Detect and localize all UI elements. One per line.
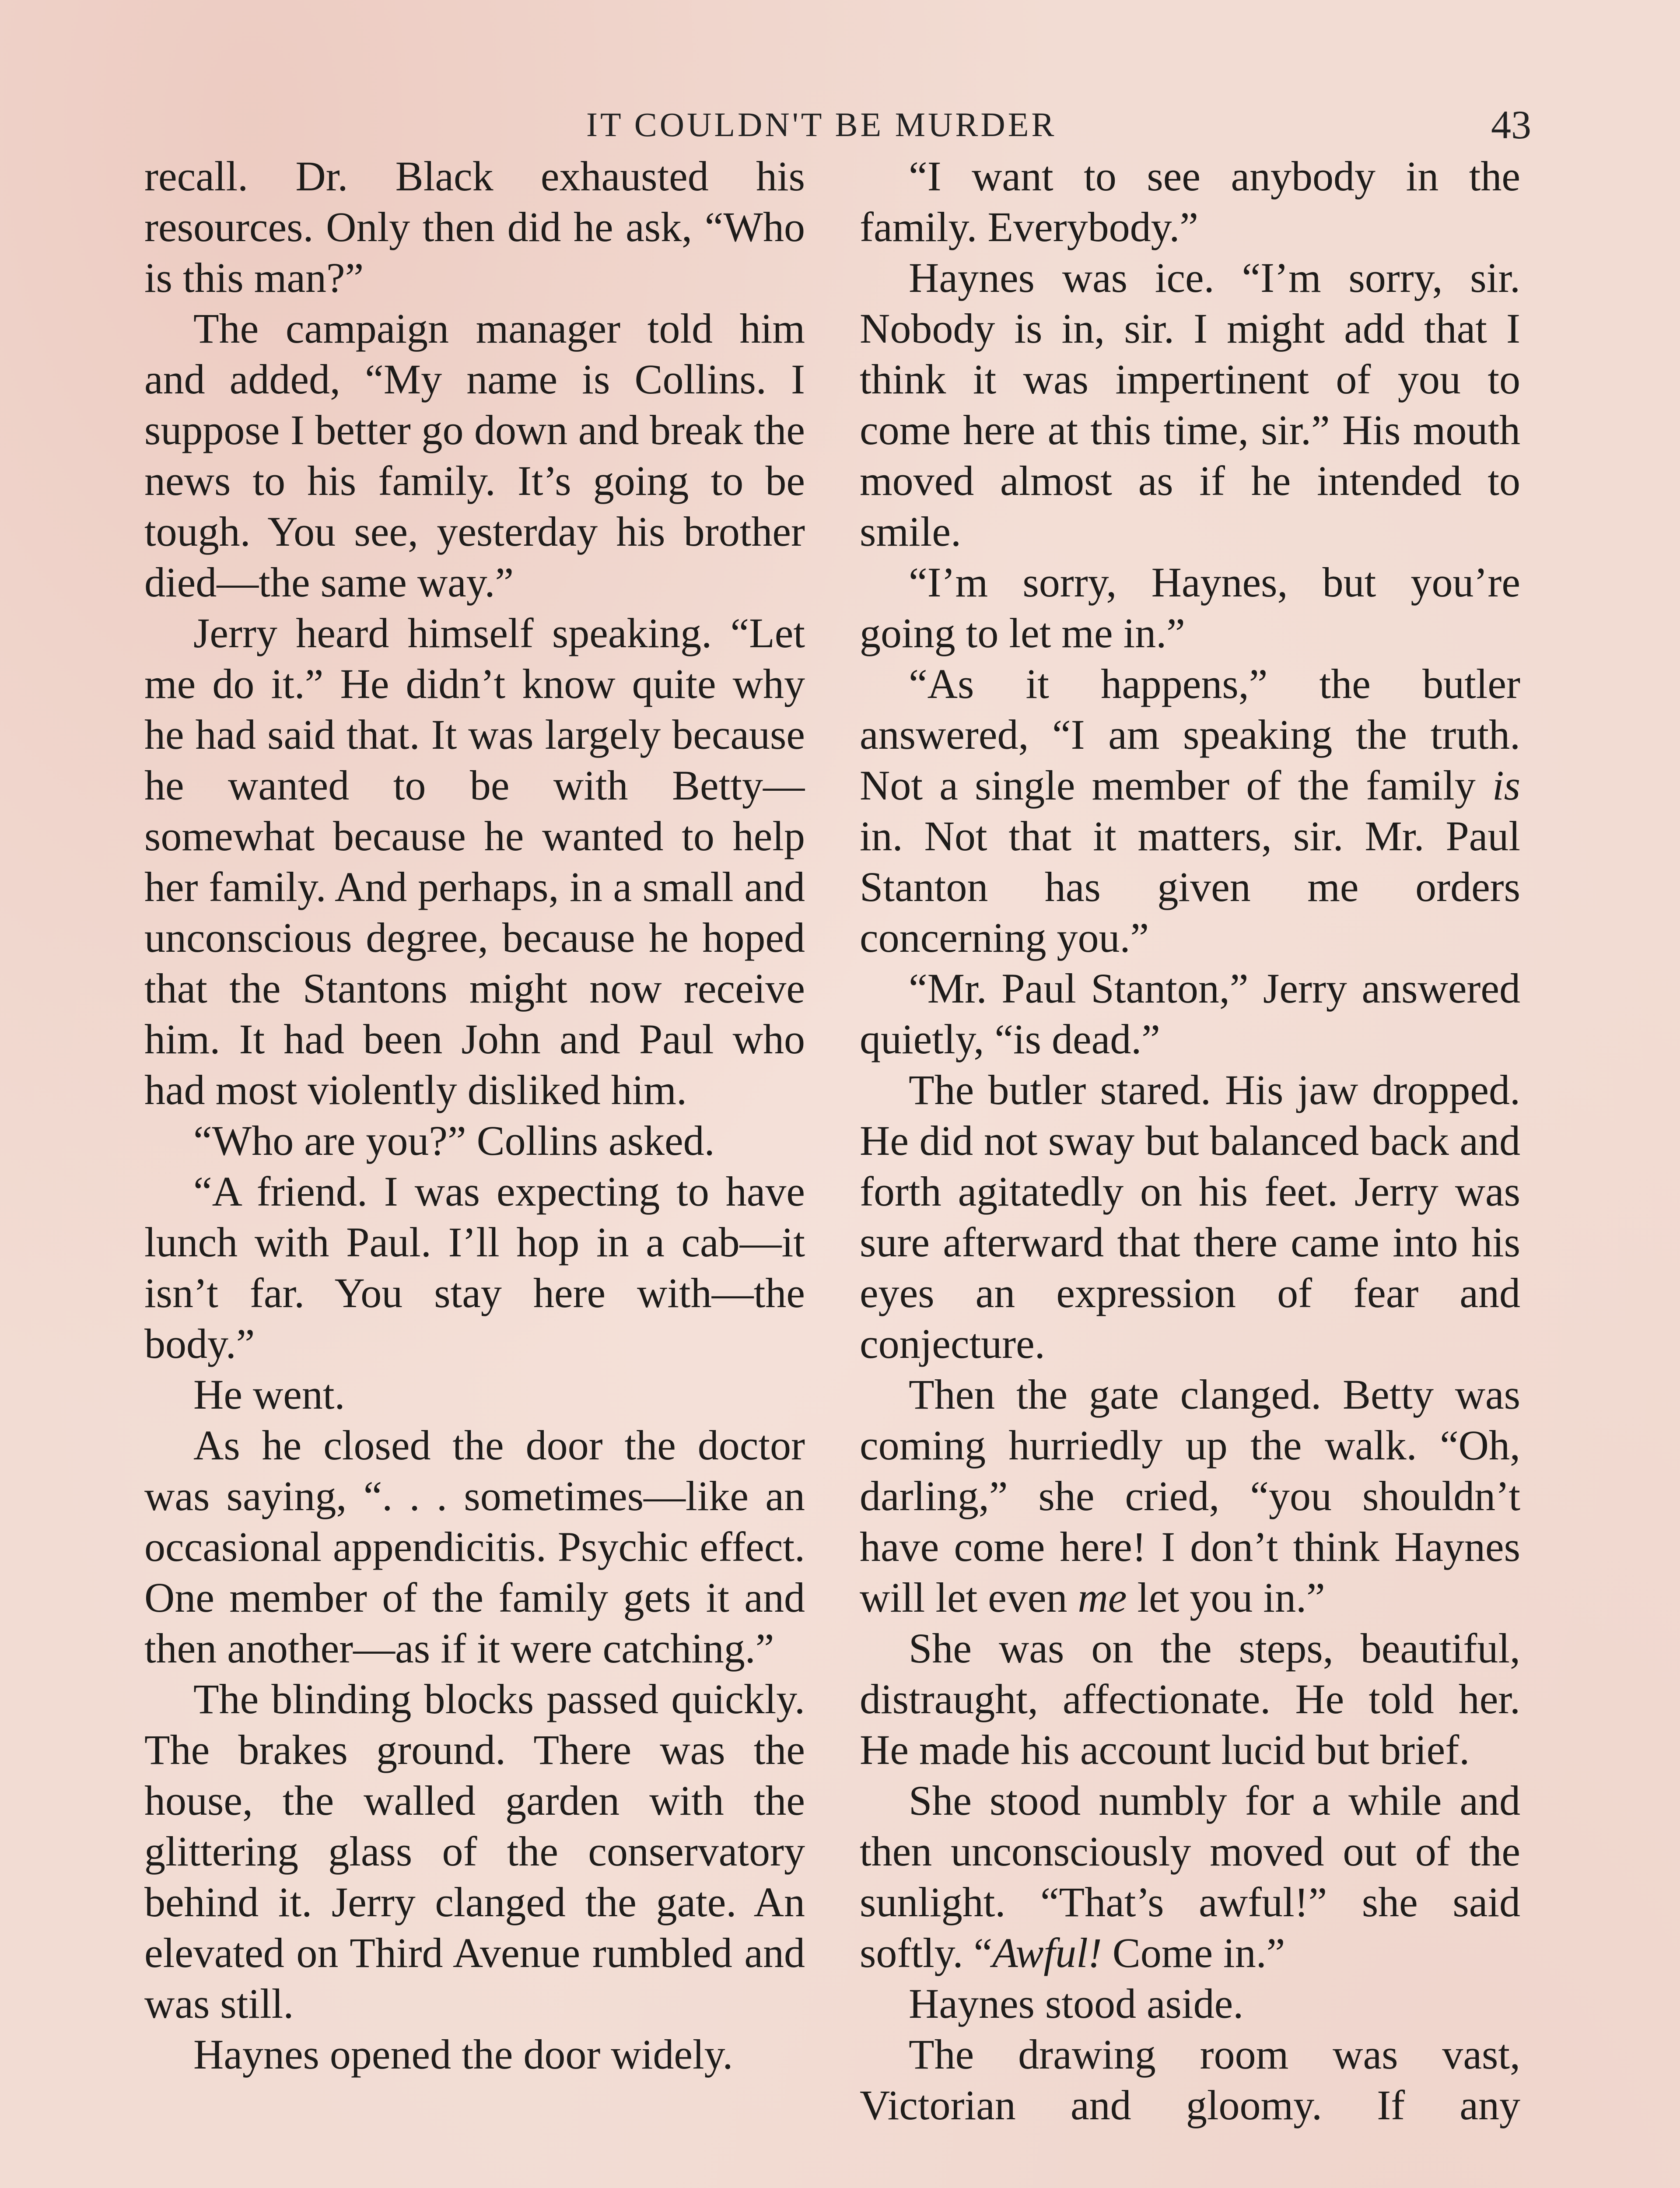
page-number: 43 [1491, 102, 1531, 147]
paragraph: “Mr. Paul Stanton,” Jerry answered quietly, “is dead.” [860, 965, 1520, 1062]
paragraph: recall. Dr. Black exhausted his resources. Only then did he ask, “Who is this man?” [144, 153, 805, 301]
paragraph: Haynes stood aside. [909, 1980, 1244, 2027]
paragraph: The butler stared. His jaw dropped. He did not sway but balanced back and forth agitatedly on his feet. Jerry was sure afterward that there came into his eyes an expression of fear and conjecture. [860, 1066, 1520, 1367]
paragraph: The blinding blocks passed quickly. The brakes ground. There was the house, the walled garden with the glittering glass of the conservatory behind it. Jerry clanged the gate. An elevated on Third Avenue rumbled and was still. [144, 1676, 805, 2027]
paragraph: Haynes was ice. “I’m sorry, sir. Nobody is in, sir. I might add that I think it was impertinent of you to come here at this time, sir.” His mouth moved almost as if he intended to smile. [860, 254, 1520, 555]
paragraph: He went. [193, 1371, 345, 1418]
paragraph: “Who are you?” Collins asked. [193, 1117, 715, 1164]
text-run: “As it happens,” the butler answered, “I am speaking the truth. Not a single member of the family [860, 660, 1520, 809]
text-run: in. Not that it matters, sir. Mr. Paul Stanton has given me orders concerning you.” [860, 813, 1520, 961]
paragraph: “A friend. I was expecting to have lunch with Paul. I’ll hop in a cab—it isn’t far. You stay here with—the body.” [144, 1168, 805, 1367]
paragraph: “I’m sorry, Haynes, but you’re going to let me in.” [860, 559, 1520, 656]
text-run: She stood numbly for a while and then unconsciously moved out of the sunlight. “That’s awful!” she said softly. “ [860, 1777, 1520, 1976]
paragraph: Haynes opened the door widely. [193, 2031, 733, 2078]
paragraph: “I want to see anybody in the family. Everybody.” [860, 153, 1520, 250]
paragraph: She was on the steps, beautiful, distraught, affectionate. He told her. He made his account lucid but brief. [860, 1625, 1520, 1773]
left-column [144, 151, 805, 2188]
italic-text: is [1492, 762, 1520, 809]
paragraph: The campaign manager told him and added, “My name is Collins. I suppose I better go down and break the news to his family. It’s going to be tough. You see, yesterday his brother died—the same way.” [144, 305, 805, 606]
paragraph: Jerry heard himself speaking. “Let me do it.” He didn’t know quite why he had said that. It was largely because he wanted to be with Betty—somewhat because he wanted to help her family. And perhaps, in a small and unconscious degree, because he hoped that the Stantons might now receive him. It had been John and Paul who had most violently disliked him. [144, 610, 805, 1113]
paragraph [860, 1775, 1520, 1978]
paragraph: The drawing room was vast, Victorian and gloomy. If any [860, 2031, 1520, 2128]
italic-text: Awful! [992, 1929, 1102, 1976]
italic-text: me [1078, 1574, 1127, 1621]
text-run: Come in.” [1102, 1929, 1285, 1976]
running-title: IT COULDN'T BE MURDER [586, 105, 1057, 144]
text-run: Then the gate clanged. Betty was coming hurriedly up the walk. “Oh, darling,” she cried, “you shouldn’t have come here! I don’t think Haynes will let even [860, 1371, 1520, 1621]
right-column [860, 151, 1520, 2188]
paragraph: As he closed the door the doctor was saying, “. . . sometimes—like an occasional appendicitis. Psychic effect. One member of the family gets it and then another—as if it were catching.” [144, 1422, 805, 1672]
text-run: let you in.” [1127, 1574, 1325, 1621]
paragraph [860, 1369, 1520, 1623]
paragraph [860, 659, 1520, 963]
